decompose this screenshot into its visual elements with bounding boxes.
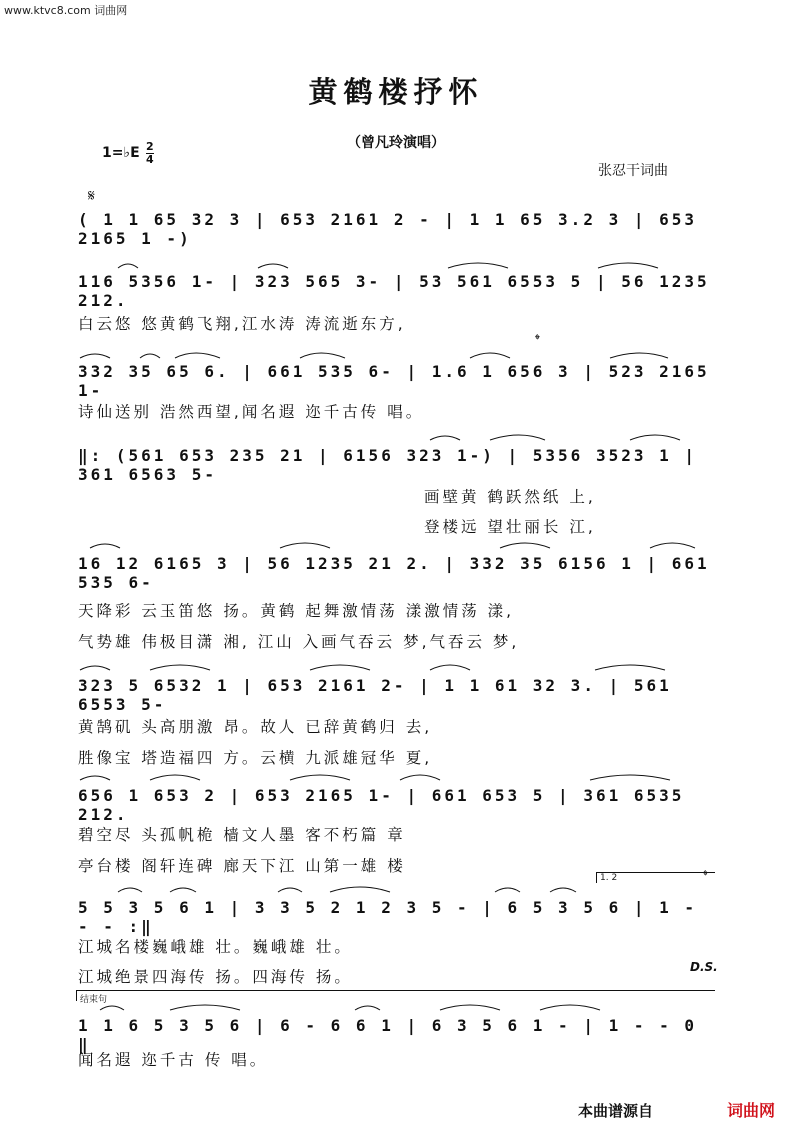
slur-mark xyxy=(355,1006,380,1010)
slur-mark xyxy=(80,666,110,670)
key-signature: 1=♭E xyxy=(102,145,140,161)
slur-mark xyxy=(170,888,196,892)
volta-label: 1. 2 xyxy=(600,873,618,883)
notation-line: 656 1 653 2 | 653 2165 1- | 661 653 5 | 361 6535 212. xyxy=(78,786,685,824)
slur-mark xyxy=(400,775,440,780)
slur-mark xyxy=(598,263,658,268)
slur-mark xyxy=(540,1005,600,1010)
lyric-line: 登楼远 望壮丽长 江, xyxy=(424,518,596,536)
slur-mark xyxy=(90,544,120,548)
slur-mark xyxy=(140,354,160,358)
notation-line: 332 35 65 6. | 661 535 6- | 1.6 1 656 3 | 523 2165 1- xyxy=(78,362,710,400)
site-logo: 词曲网 xyxy=(727,1101,776,1120)
notation-line: 5 5 3 5 6 1 | 3 3 5 2 1 2 3 5 - | 6 5 3 5 6 | 1 - - - :‖ xyxy=(78,898,698,936)
slur-mark xyxy=(118,264,138,268)
slur-mark xyxy=(118,888,142,892)
notation-line: ‖: (561 653 235 21 | 6156 323 1-) | 5356 3523 1 | 361 6563 5- xyxy=(78,446,698,484)
slur-mark xyxy=(630,435,680,440)
dal-segno-mark: D.S. xyxy=(690,960,718,974)
slur-mark xyxy=(300,353,345,358)
slur-mark xyxy=(150,665,210,670)
lyric-line: 诗仙送别 浩然西望,闻名遐 迩千古传 唱。 xyxy=(78,403,425,421)
notation-line: 116 5356 1- | 323 565 3- | 53 561 6553 5 | 56 1235 212. xyxy=(78,272,710,310)
singer-credit: （曾凡玲演唱） xyxy=(347,135,445,151)
slur-mark xyxy=(470,353,510,358)
notation-line: 1 1 6 5 3 5 6 | 6 - 6 6 1 | 6 3 5 6 1 - | 1 - - 0 ‖ xyxy=(78,1016,698,1054)
slur-mark xyxy=(500,543,550,548)
meter-top: 2 xyxy=(146,140,154,153)
slur-mark xyxy=(170,1005,240,1010)
lyric-line: 气势雄 伟极目潇 湘, 江山 入画气吞云 梦,气吞云 梦, xyxy=(78,633,520,651)
lyric-line: 天降彩 云玉笛悠 扬。黄鹤 起舞激情荡 漾激情荡 漾, xyxy=(78,602,515,620)
slur-mark xyxy=(100,1006,124,1010)
slur-mark xyxy=(490,435,545,440)
slur-mark xyxy=(610,353,668,358)
composer-credit: 张忍干词曲 xyxy=(598,163,668,179)
notation-line: ( 1 1 65 32 3 | 653 2161 2 - | 1 1 65 3.2 3 | 653 2165 1 -) xyxy=(78,210,698,248)
segno-sign: 𝄋 xyxy=(88,186,95,205)
slur-mark xyxy=(650,543,695,548)
lyric-line: 闻名遐 迩千古 传 唱。 xyxy=(78,1051,269,1069)
slur-mark xyxy=(430,665,470,670)
slur-mark xyxy=(330,887,390,892)
slur-mark xyxy=(80,354,110,358)
lyric-line: 黄鹄矶 头高朋激 昂。故人 已辞黄鹤归 去, xyxy=(78,718,433,736)
lyric-line: 亭台楼 阁轩连碑 廊天下江 山第一雄 楼 xyxy=(78,857,406,875)
lyric-line: 江城名楼巍峨雄 壮。巍峨雄 壮。 xyxy=(78,938,353,956)
slur-mark xyxy=(80,776,110,780)
song-title: 黄鹤楼抒怀 xyxy=(308,75,484,109)
slur-mark xyxy=(448,263,508,268)
lyric-line: 白云悠 悠黄鹤飞翔,江水涛 涛流逝东方, xyxy=(78,315,406,333)
slur-mark xyxy=(550,888,576,892)
meter-bottom: 4 xyxy=(146,153,154,166)
lyric-line: 胜像宝 塔造福四 方。云横 九派雄冠华 夏, xyxy=(78,749,433,767)
slur-mark xyxy=(430,436,460,440)
slur-mark xyxy=(278,888,302,892)
notation-line: 323 5 6532 1 | 653 2161 2- | 1 1 61 32 3. | 561 6553 5- xyxy=(78,676,672,714)
slur-mark xyxy=(150,775,200,780)
source-note: 本曲谱源自 xyxy=(578,1102,654,1120)
site-watermark: www.ktvc8.com 词曲网 xyxy=(4,4,128,17)
slur-mark xyxy=(310,665,370,670)
lyric-line: 画壁黄 鹤跃然纸 上, xyxy=(424,488,596,506)
notation-line: 16 12 6165 3 | 56 1235 21 2. | 332 35 6156 1 | 661 535 6- xyxy=(78,554,710,592)
slur-mark xyxy=(590,775,670,780)
coda-sign: 𝄌 xyxy=(535,332,540,348)
slur-mark xyxy=(290,775,350,780)
slur-mark xyxy=(595,665,665,670)
lyric-line: 碧空尽 头孤帆桅 樯文人墨 客不朽篇 章 xyxy=(78,826,406,844)
slur-mark xyxy=(440,1005,500,1010)
lyric-line: 江城绝景四海传 扬。四海传 扬。 xyxy=(78,968,353,986)
slur-mark xyxy=(280,543,330,548)
slur-mark xyxy=(258,264,288,268)
slur-mark xyxy=(175,353,220,358)
ending-label: 结束句 xyxy=(80,995,108,1005)
slur-mark xyxy=(495,888,520,892)
coda-sign-2: 𝄌 xyxy=(703,868,708,884)
